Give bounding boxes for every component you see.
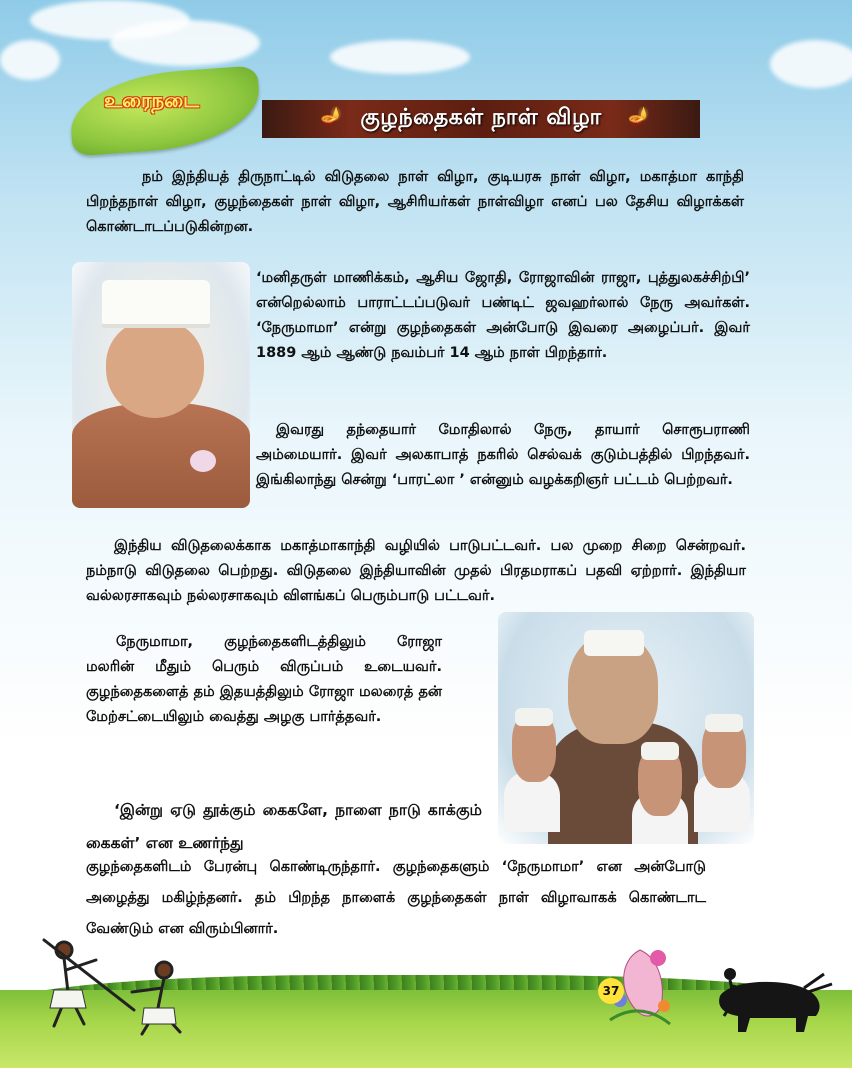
page-number-badge: 37: [598, 978, 624, 1004]
child-cap: [515, 708, 553, 726]
cloud: [770, 40, 852, 88]
page-title: குழந்தைகள் நாள் விழா: [360, 105, 602, 130]
child-cap: [705, 714, 743, 732]
cloud: [330, 40, 470, 74]
paragraph-quote: ‘இன்று ஏடு தூக்கும் கைகளே, நாளை நாடு காக்கும் கைகள்’ என உணர்ந்து: [86, 801, 482, 852]
paragraph-roses: நேருமாமா, குழந்தைகளிடத்திலும் ரோஜா மலரின் மீதும் பெரும் விருப்பம் உடையவர். குழந்தைகளைத் தம் இதயத்திலும் ரோஜா மலரைத் தன் மேற்சட்டையிலும் வைத்து அழகு பார்த்தவர்.: [86, 634, 442, 725]
bull-taming-illustration: [700, 966, 840, 1036]
nehru-with-children-image: [498, 612, 754, 844]
title-banner: [262, 100, 700, 138]
cloud: [0, 40, 60, 80]
paragraph-intro: நம் இந்தியத் திருநாட்டில் விடுதலை நாள் விழா, குடியரசு நாள் விழா, மகாத்மா காந்தி பிறந்தநாள் விழா, குழந்தைகள் நாள் விழா, ஆசிரியர்கள் நாள்விழா எனப் பல தேசிய விழாக்கள் கொண்டாடப்படுகின்றன.: [86, 169, 744, 235]
paragraph-conclusion: குழந்தைகளிடம் பேரன்பு கொண்டிருந்தார். குழந்தைகளும் ‘நேருமாமா’ என அன்போடு அழைத்து மகிழ்ந்தனர். தம் பிறந்த நாளைக் குழந்தைகள் நாள் விழாவாகக் கொண்டாட வேண்டும் என விரும்பினார்.: [86, 859, 706, 937]
photo-cap: [584, 630, 644, 656]
portrait-cap: [102, 280, 210, 328]
rose-icon: [190, 450, 216, 472]
child-cap: [641, 742, 679, 760]
paragraph-freedom: இந்திய விடுதலைக்காக மகாத்மாகாந்தி வழியில் பாடுபட்டவர். பல முறை சிறை சென்றவர். நம்நாடு விடுதலை பெற்றது. விடுதலை இந்தியாவின் முதல் பிரதமராகப் பதவி ஏற்றார். இந்தியா வல்லரசாகவும் நல்லரசாகவும் விளங்கப் பெரும்பாடு பட்டவர்.: [86, 538, 746, 604]
paragraph-family: இவரது தந்தையார் மோதிலால் நேரு, தாயார் சொரூபராணி அம்மையார். இவர் அலகாபாத் நகரில் செல்வக் குடும்பத்தில் பிறந்தவர். இங்கிலாந்து சென்று ‘பாரட்லா ’ என்னும் வழக்கறிஞர் பட்டம் பெற்றவர்.: [256, 422, 750, 488]
section-label: உரைநடை: [104, 88, 200, 112]
paragraph-titles: ‘மனிதருள் மாணிக்கம், ஆசிய ஜோதி, ரோஜாவின் ராஜா, புத்துலகச்சிற்பி’ என்றெல்லாம் பாராட்டப்படுவர் பண்டிட் ஜவஹர்லால் நேரு அவர்கள். ‘நேருமாமா’ என்று குழந்தைகள் அன்போடு இவரை அழைப்பர். இவர் 1889 ஆம் ஆண்டு நவம்பர் 14 ஆம் நாள் பிறந்தார்.: [256, 270, 750, 361]
nehru-portrait-image: [72, 262, 250, 508]
portrait-face: [106, 320, 204, 418]
portrait-coat: [72, 402, 250, 508]
oil-lamp-icon: 🪔: [627, 106, 650, 127]
cloud: [110, 20, 260, 66]
stick-fighters-illustration: [24, 930, 204, 1040]
oil-lamp-icon: 🪔: [320, 106, 343, 127]
